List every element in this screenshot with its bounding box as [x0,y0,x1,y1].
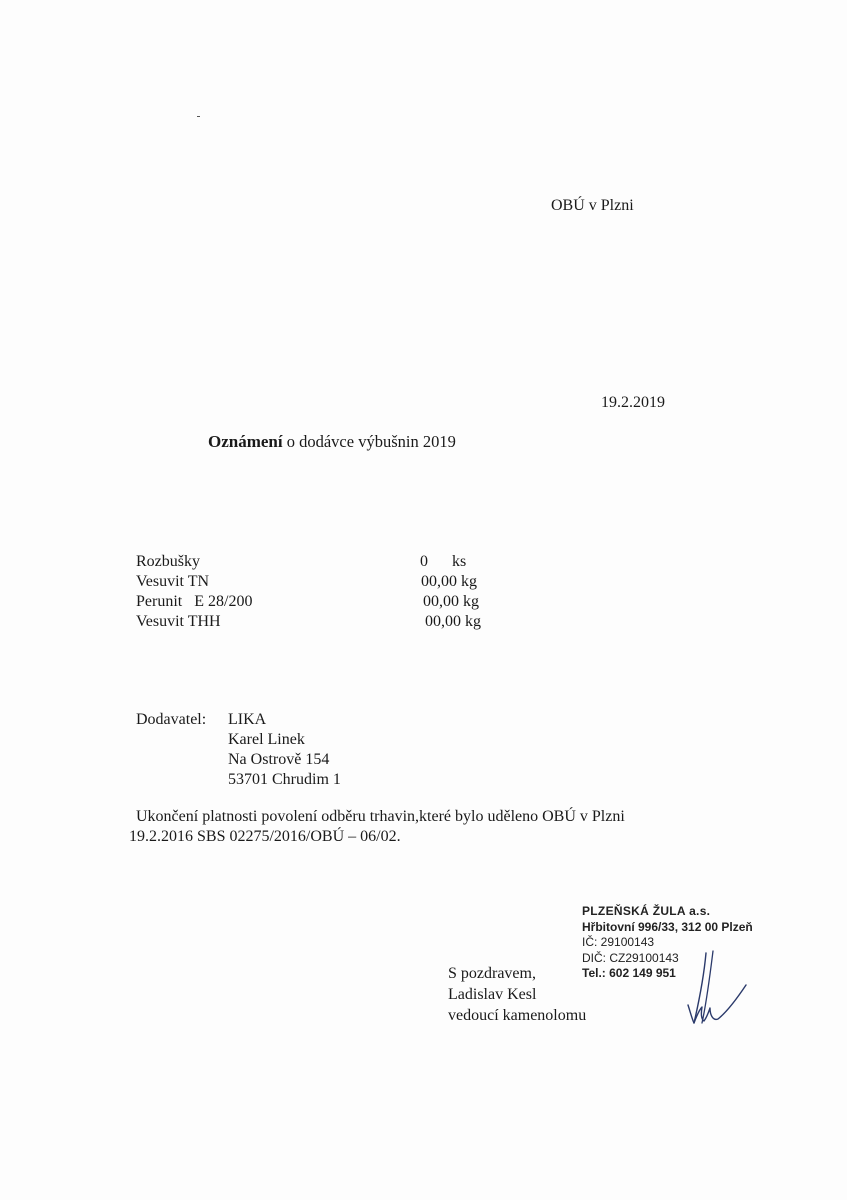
signatory-role: vedoucí kamenolomu [448,1007,587,1024]
item-name: Perunit E 28/200 [136,593,253,610]
stamp-tel: Tel.: 602 149 951 [582,966,676,980]
item-name: Vesuvit THH [136,613,221,630]
item-quantity: 00,00 kg [423,593,479,610]
closing-greeting: S pozdravem, [448,965,536,982]
signatory-name: Ladislav Kesl [448,986,537,1003]
notice-line-1: Ukončení platnosti povolení odběru trhavin,které bylo uděleno OBÚ v Plzni [136,808,625,825]
stamp-company-name: PLZEŇSKÁ ŽULA a.s. [582,904,711,918]
item-quantity: 0 ks [420,553,467,570]
stamp-ic: IČ: 29100143 [582,935,655,949]
supplier-line: LIKA [228,711,267,728]
supplier-line: Karel Linek [228,731,305,748]
item-name: Rozbušky [136,553,200,570]
notice-line-2: 19.2.2016 SBS 02275/2016/OBÚ – 06/02. [129,828,401,845]
title-rest: o dodávce výbušnin 2019 [282,432,456,451]
document-date: 19.2.2019 [601,394,665,411]
supplier-line: Na Ostrově 154 [228,751,330,768]
item-quantity: 00,00 kg [425,613,481,630]
supplier-label: Dodavatel: [136,711,207,728]
document-title [208,432,456,452]
title-bold-word: Oznámení [208,432,283,451]
recipient: OBÚ v Plzni [551,197,634,214]
supplier-line: 53701 Chrudim 1 [228,771,341,788]
item-name: Vesuvit TN [136,573,210,590]
item-quantity: 00,00 kg [421,573,477,590]
scan-speck [197,116,200,117]
stamp-address: Hřbitovní 996/33, 312 00 Plzeň [582,919,753,934]
stamp-dic: DIČ: CZ29100143 [582,950,679,965]
handwritten-signature [680,945,750,1030]
